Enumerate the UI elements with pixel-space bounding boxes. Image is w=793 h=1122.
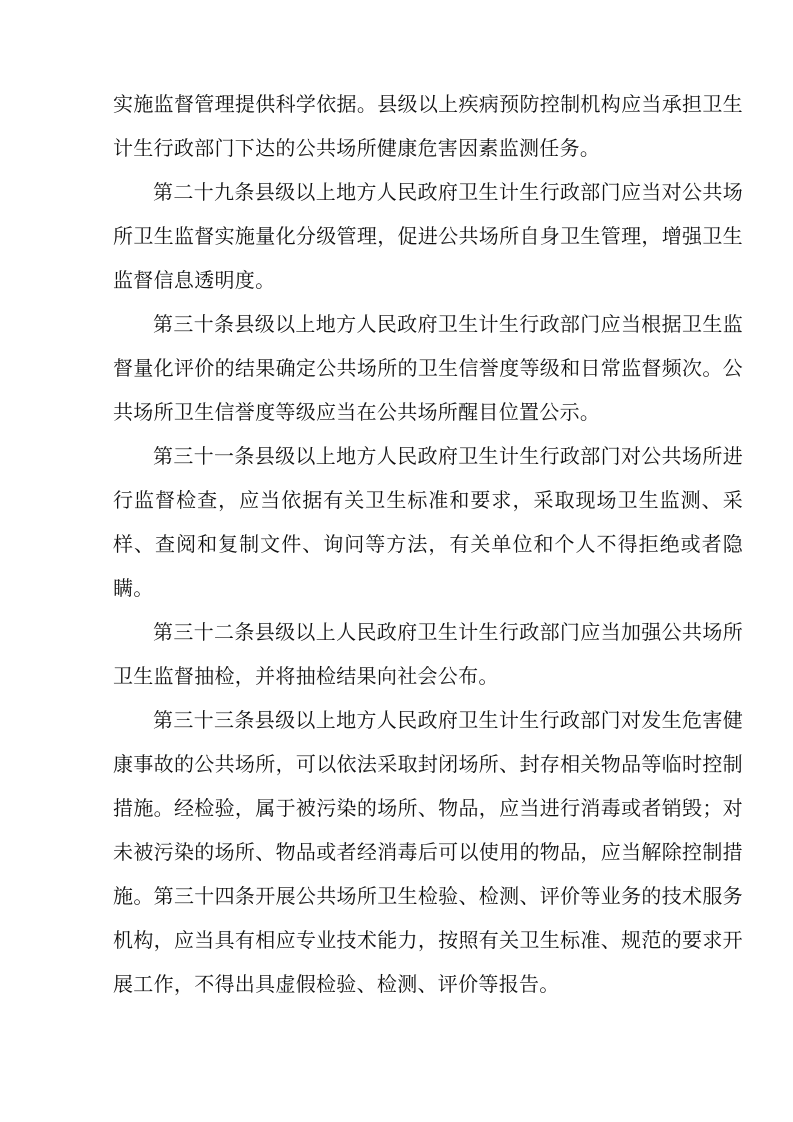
paragraph-article-29: 第二十九条县级以上地方人民政府卫生计生行政部门应当对公共场所卫生监督实施量化分级管理，促进公共场所自身卫生管理，增强卫生监督信息透明度。 (113, 180, 743, 292)
paragraph-article-30: 第三十条县级以上地方人民政府卫生计生行政部门应当根据卫生监督量化评价的结果确定公共场所的卫生信誉度等级和日常监督频次。公共场所卫生信誉度等级应当在公共场所醒目位置公示。 (113, 312, 743, 424)
paragraph-article-31: 第三十一条县级以上地方人民政府卫生计生行政部门对公共场所进行监督检查，应当依据有关卫生标准和要求，采取现场卫生监测、采样、查阅和复制文件、询问等方法，有关单位和个人不得拒绝或者隐瞒。 (113, 444, 743, 600)
document-body (113, 82, 743, 1006)
paragraph-article-32: 第三十二条县级以上人民政府卫生计生行政部门应当加强公共场所卫生监督抽检，并将抽检结果向社会公布。 (113, 620, 743, 688)
paragraph-article-33-34: 第三十三条县级以上地方人民政府卫生计生行政部门对发生危害健康事故的公共场所，可以依法采取封闭场所、封存相关物品等临时控制措施。经检验，属于被污染的场所、物品，应当进行消毒或者销毁；对未被污染的场所、物品或者经消毒后可以使用的物品，应当解除控制措施。第三十四条开展公共场所卫生检验、检测、评价等业务的技术服务机构，应当具有相应专业技术能力，按照有关卫生标准、规范的要求开展工作，不得出具虚假检验、检测、评价等报告。 (113, 708, 743, 996)
paragraph-continuation: 实施监督管理提供科学依据。县级以上疾病预防控制机构应当承担卫生计生行政部门下达的公共场所健康危害因素监测任务。 (113, 92, 743, 160)
